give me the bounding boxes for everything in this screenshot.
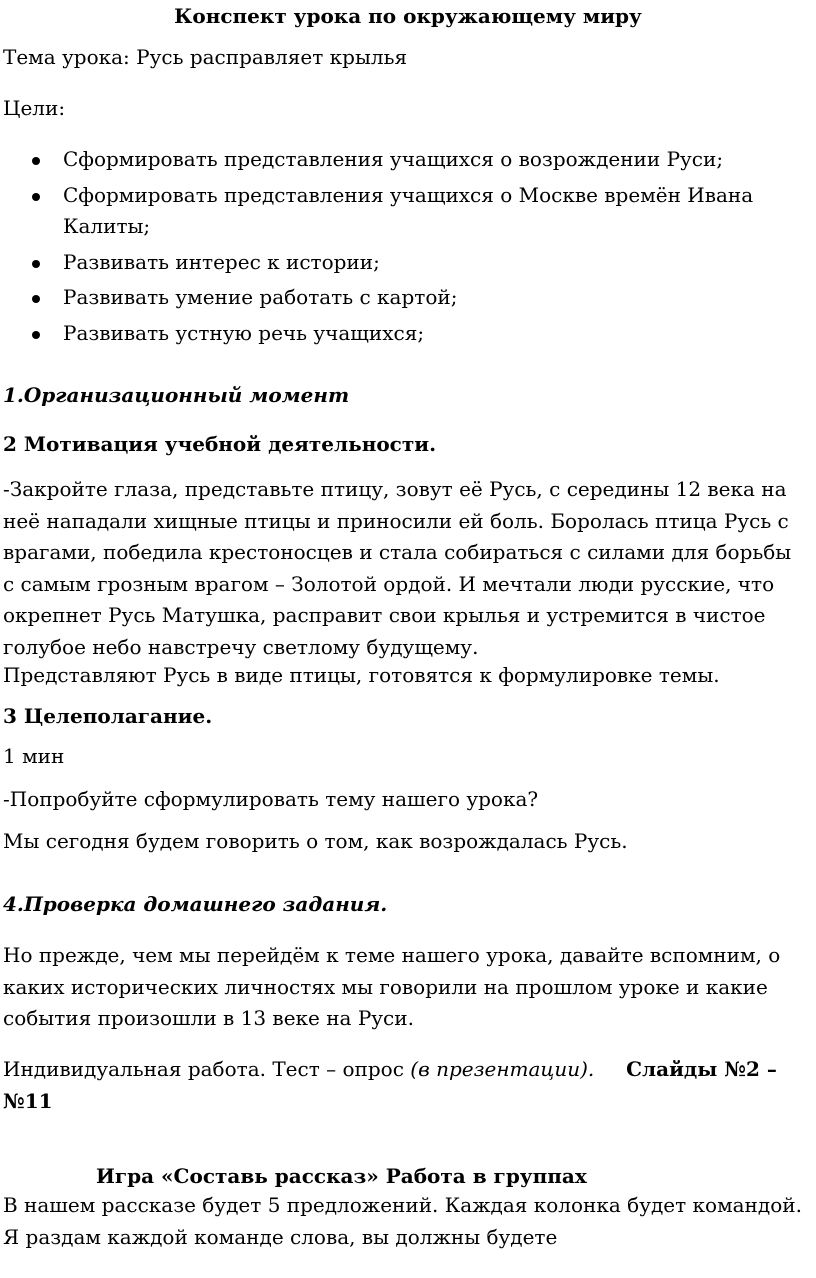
section-2-heading: 2 Мотивация учебной деятельности. [3,432,437,456]
goal-item: Развивать умение работать с картой; [0,282,800,314]
bullet-icon [32,331,40,339]
goal-item: Развивать устную речь учащихся; [0,318,800,350]
answer-text: Мы сегодня будем говорить о том, как возрождалась Русь. [3,829,628,853]
homework-text: Но прежде, чем мы перейдём к теме нашего урока, давайте вспомним, о каких исторических личностях мы говорили на прошлом уроке и какие события произошли в 13 веке на Руси. [3,943,781,1030]
individual-work-note: (в презентации). [410,1057,595,1081]
bullet-icon [32,193,40,201]
game-heading: Игра «Составь рассказ» Работа в группах [96,1164,587,1188]
motivation-note: Представляют Русь в виде птицы, готовятся к формулировке темы. [3,663,720,687]
goal-item: Развивать интерес к истории; [0,247,800,279]
goals-heading: Цели: [3,96,66,120]
bullet-icon [32,295,40,303]
individual-work-text: Индивидуальная работа. Тест – опрос [3,1057,411,1081]
time-label: 1 мин [3,744,65,768]
section-1-heading: 1.Организационный момент [3,383,350,407]
slides-label: Слайды №2 – №11 [3,1057,777,1113]
goals-list [0,144,800,353]
game-text: В нашем рассказе будет 5 предложений. Каждая колонка будет командой. Я раздам каждой команде слова, вы должны будете [3,1193,802,1249]
individual-work-line [3,1054,808,1117]
question-text: -Попробуйте сформулировать тему нашего урока? [3,787,539,811]
bullet-icon [32,157,40,165]
lesson-topic: Тема урока: Русь расправляет крылья [3,45,408,69]
document-title: Конспект урока по окружающему миру [174,4,642,28]
goal-item: Сформировать представления учащихся о Москве времён Ивана Калиты; [0,180,800,243]
section-3-heading: 3 Целеполагание. [3,704,213,728]
motivation-text: -Закройте глаза, представьте птицу, зовут её Русь, с середины 12 века на неё нападали хищные птицы и приносили ей боль. Боролась птица Русь с врагами, победила крестоносцев и стала собираться с силами для борьбы с самым грозным врагом – Золотой ордой. И мечтали люди русские, что окрепнет Русь Матушка, расправит свои крылья и устремится в чистое голубое небо навстречу светлому будущему. [3,477,792,659]
section-4-heading: 4.Проверка домашнего задания. [3,892,388,916]
bullet-icon [32,260,40,268]
goal-item: Сформировать представления учащихся о возрождении Руси; [0,144,800,176]
